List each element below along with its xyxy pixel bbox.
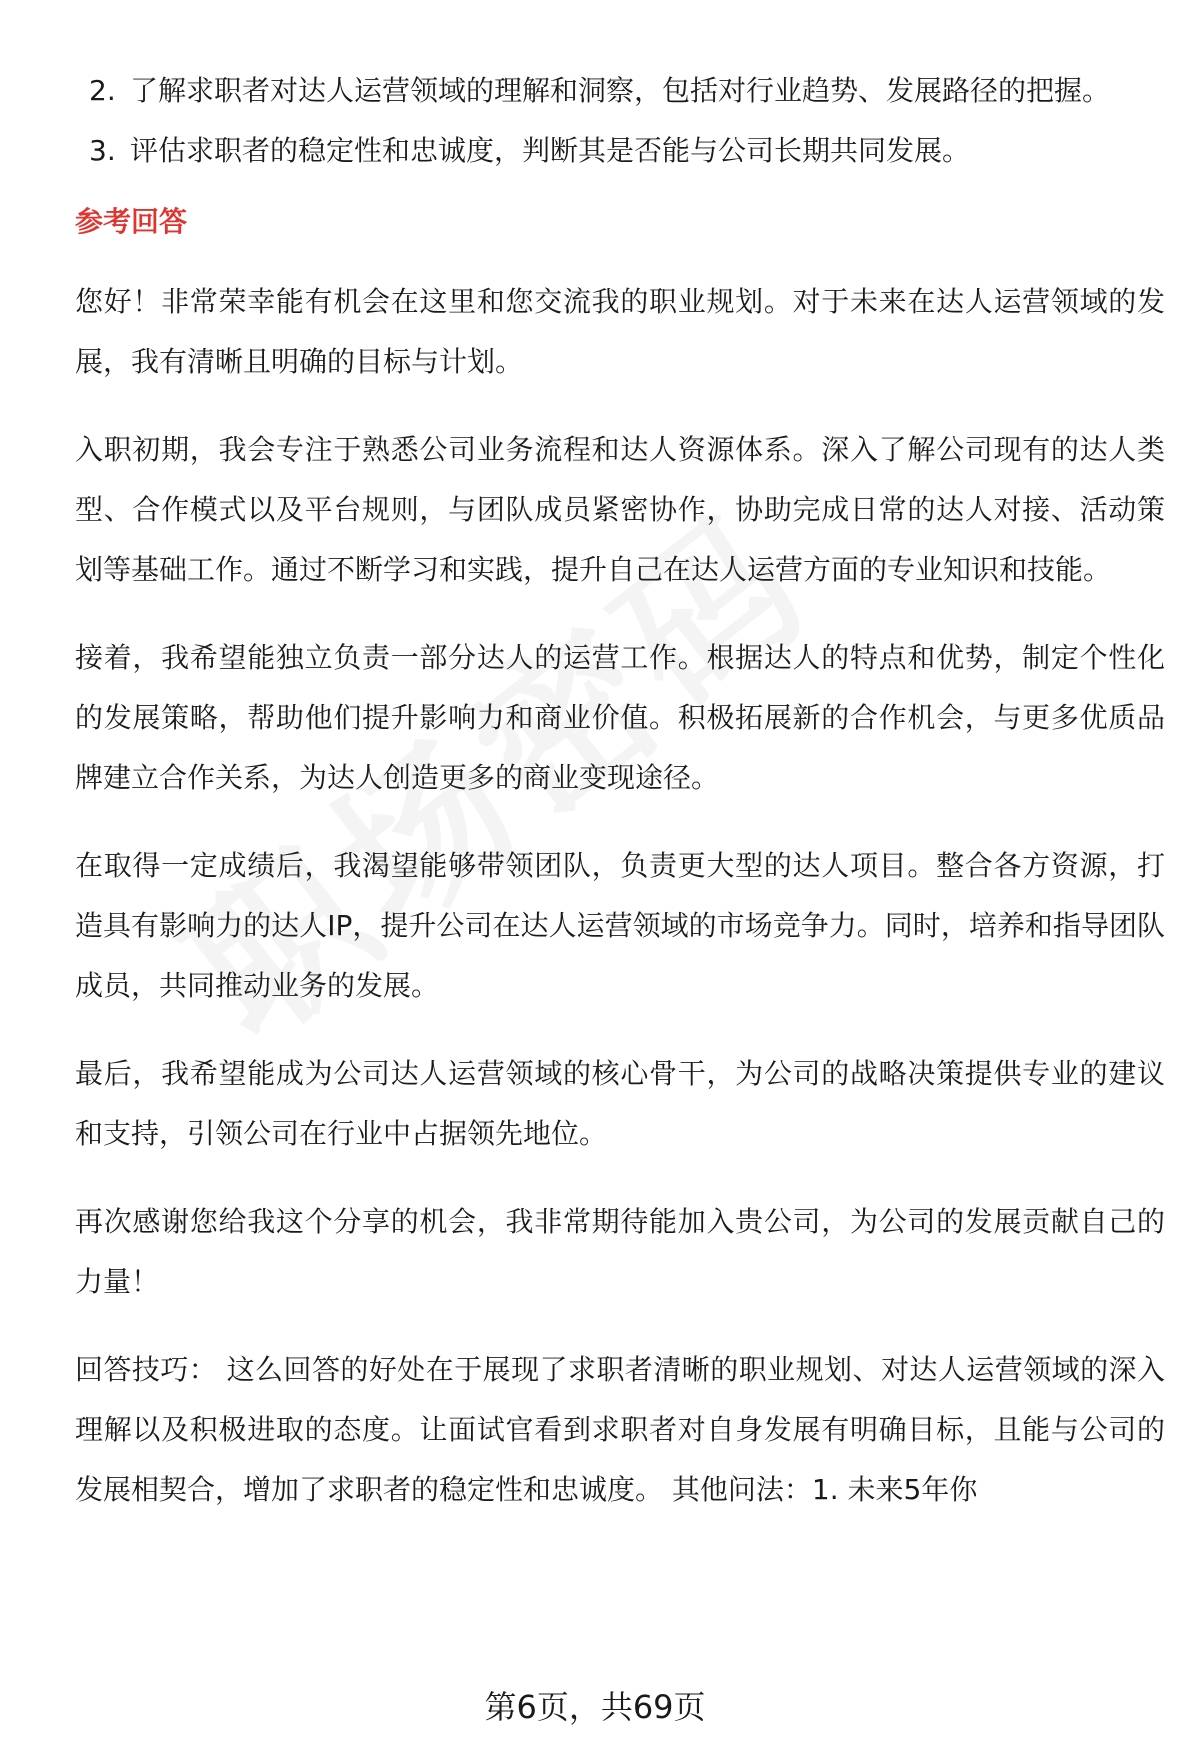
paragraph: 再次感谢您给我这个分享的机会，我非常期待能加入贵公司，为公司的发展贡献自己的力量！ (75, 1205, 1165, 1298)
numbered-list (75, 62, 1165, 180)
paragraph: 在取得一定成绩后，我渴望能够带领团队，负责更大型的达人项目。整合各方资源，打造具有影响力的达人IP，提升公司在达人运营领域的市场竞争力。同时，培养和指导团队成员，共同推动业务的发展。 (75, 849, 1165, 1002)
paragraph: 接着，我希望能独立负责一部分达人的运营工作。根据达人的特点和优势，制定个性化的发展策略，帮助他们提升影响力和商业价值。积极拓展新的合作机会，与更多优质品牌建立合作关系，为达人创造更多的商业变现途径。 (75, 641, 1165, 794)
answer-tips: 回答技巧： 这么回答的好处在于展现了求职者清晰的职业规划、对达人运营领域的深入理解以及积极进取的态度。让面试官看到求职者对自身发展有明确目标，且能与公司的发展相契合，增加了求职者的稳定性和忠诚度。 其他问法：1. 未来5年你 (75, 1353, 1165, 1506)
list-item-text: 评估求职者的稳定性和忠诚度，判断其是否能与公司长期共同发展。 (130, 134, 971, 167)
paragraph: 您好！非常荣幸能有机会在这里和您交流我的职业规划。对于未来在达人运营领域的发展，我有清晰且明确的目标与计划。 (75, 285, 1165, 378)
list-item-number: 3. (89, 134, 116, 167)
paragraph: 最后，我希望能成为公司达人运营领域的核心骨干，为公司的战略决策提供专业的建议和支持，引领公司在行业中占据领先地位。 (75, 1057, 1165, 1150)
list-item (75, 62, 1165, 120)
list-item-number: 2. (89, 74, 116, 107)
list-item (75, 122, 1165, 180)
paragraph: 入职初期，我会专注于熟悉公司业务流程和达人资源体系。深入了解公司现有的达人类型、合作模式以及平台规则，与团队成员紧密协作，协助完成日常的达人对接、活动策划等基础工作。通过不断学习和实践，提升自己在达人运营方面的专业知识和技能。 (75, 433, 1165, 586)
document-content (75, 62, 1165, 1520)
section-heading: 参考回答 (75, 205, 188, 238)
page-number-footer: 第6页，共69页 (484, 1688, 706, 1726)
list-item-text: 了解求职者对达人运营领域的理解和洞察，包括对行业趋势、发展路径的把握。 (130, 74, 1111, 107)
